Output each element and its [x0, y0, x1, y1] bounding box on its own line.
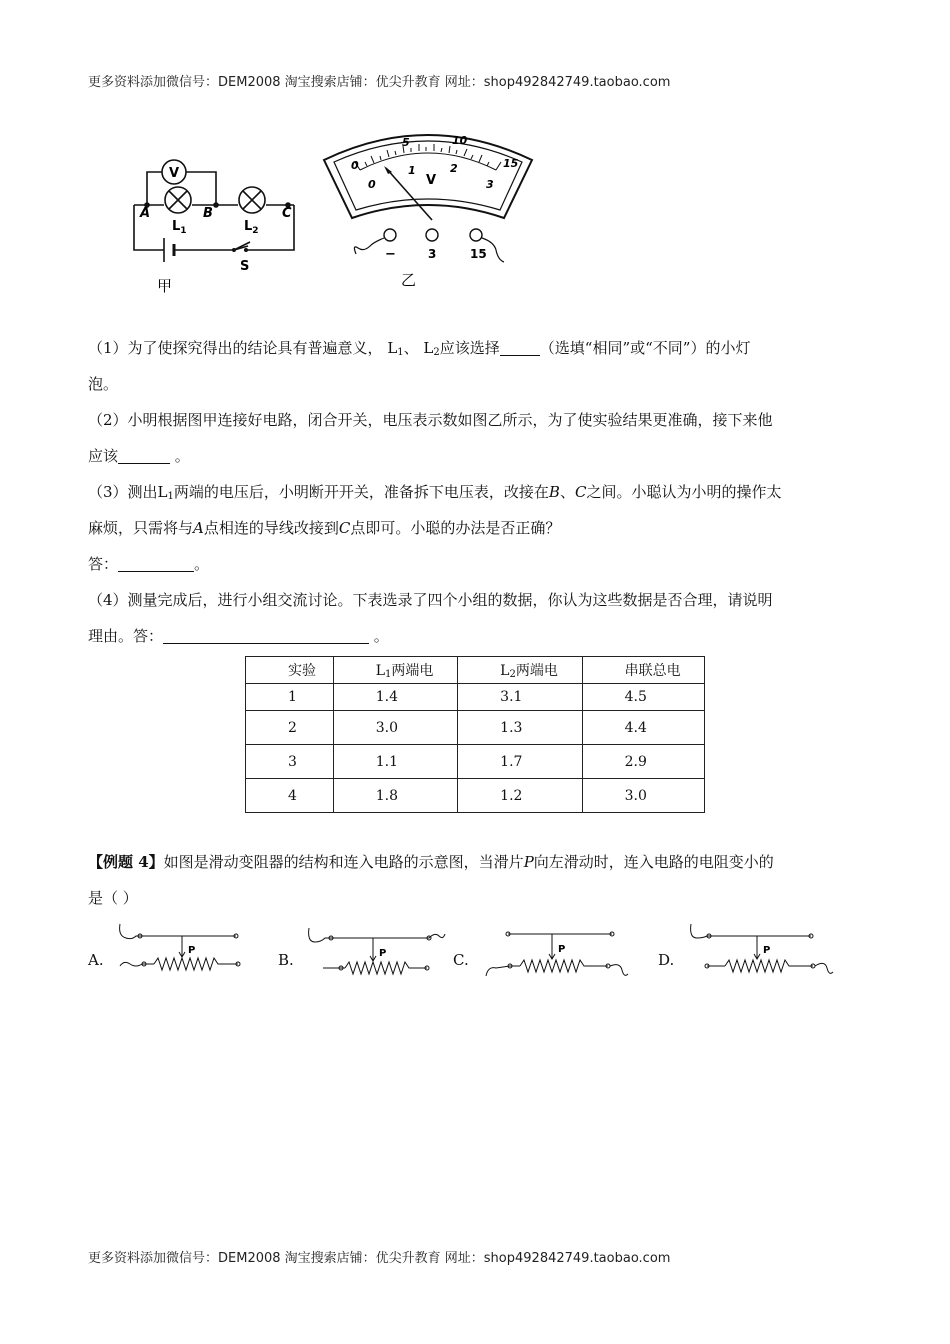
option-c-label[interactable]: C.	[453, 951, 469, 969]
answer-blank-1[interactable]	[500, 341, 540, 356]
outer-tick-0: 0	[351, 159, 359, 172]
node-a-label: A	[140, 206, 151, 221]
voltmeter-dial-yi	[318, 122, 538, 292]
header-cell: $L_1$两端电	[333, 657, 457, 684]
outer-tick-10: 10	[452, 134, 468, 147]
outer-tick-15: 15	[503, 157, 519, 170]
voltmeter-unit: V	[426, 173, 437, 188]
figure-jia-caption: 甲	[157, 277, 173, 295]
inner-tick-2: 2	[450, 162, 458, 175]
header-cell: 串联总电	[582, 657, 704, 684]
page-header: 更多资料添加微信号：DEM2008 淘宝搜索店铺：优尖升教育 网址：shop492842749.taobao.com	[88, 75, 671, 90]
table-row: 4 1.8 1.2 3.0	[246, 779, 705, 813]
example-4-line-1: 【例题 4】如图是滑动变阻器的结构和连入电路的示意图，当滑片P向左滑动时，连入电路的电阻变小的	[88, 853, 774, 871]
svg-text:P: P	[763, 945, 771, 956]
answer-blank-2[interactable]	[118, 449, 170, 464]
rheostat-option-b[interactable]	[303, 920, 449, 982]
svg-text:P: P	[379, 948, 387, 959]
table-header-row	[246, 657, 705, 684]
lamp2-label: $L_2$	[244, 219, 259, 236]
question-1-line-1: （1）为了使探究得出的结论具有普遍意义， $L_1$、 $L_2$应该选择 （选填“相同”或“不同”）的小灯	[88, 339, 751, 358]
option-d-label[interactable]: D.	[658, 951, 675, 969]
rheostat-option-a[interactable]	[112, 920, 252, 982]
data-table	[245, 656, 705, 813]
inner-tick-0: 0	[368, 178, 376, 191]
question-4-line-1: （4）测量完成后，进行小组交流讨论。下表选录了四个小组的数据，你认为这些数据是否合理，请说明	[88, 591, 773, 609]
outer-tick-5: 5	[402, 136, 410, 149]
question-2-line-2: 应该 。	[88, 447, 190, 465]
answer-blank-4[interactable]	[163, 629, 369, 644]
switch-label: S	[240, 259, 250, 274]
svg-text:P: P	[558, 944, 566, 955]
option-a-label[interactable]: A.	[88, 951, 104, 969]
rheostat-option-c[interactable]	[480, 920, 630, 982]
inner-tick-3: 3	[486, 178, 494, 191]
svg-text:P: P	[188, 945, 196, 956]
node-b-label: B	[203, 206, 213, 221]
table-row: 1 1.4 3.1 4.5	[246, 684, 705, 711]
lamp1-label: $L_1$	[172, 219, 187, 236]
inner-tick-1: 1	[408, 164, 416, 177]
option-b-label[interactable]: B.	[278, 951, 294, 969]
header-cell: $L_2$两端电	[458, 657, 582, 684]
example-4-line-2: 是（ ）	[88, 889, 138, 907]
rheostat-option-d[interactable]	[685, 920, 837, 982]
voltmeter-label: V	[169, 166, 180, 181]
figure-yi-caption: 乙	[401, 271, 417, 289]
terminal-3: 3	[428, 247, 437, 261]
question-3-line-1: （3）测出$L_1$两端的电压后，小明断开开关，准备拆下电压表，改接在B、C之间。小聪认为小明的操作太	[88, 483, 782, 502]
question-1-line-2: 泡。	[88, 375, 119, 393]
page-footer: 更多资料添加微信号：DEM2008 淘宝搜索店铺：优尖升教育 网址：shop492842749.taobao.com	[88, 1251, 671, 1266]
answer-blank-3[interactable]	[118, 557, 194, 572]
terminal-15: 15	[470, 247, 487, 261]
terminal-negative: −	[385, 247, 396, 262]
circuit-diagram-jia	[120, 150, 310, 300]
question-3-line-2: 麻烦，只需将与A点相连的导线改接到C点即可。小聪的办法是否正确？	[88, 519, 561, 537]
node-c-label: C	[282, 206, 292, 221]
question-2-line-1: （2）小明根据图甲连接好电路，闭合开关，电压表示数如图乙所示，为了使实验结果更准确，接下来他	[88, 411, 773, 429]
header-cell: 实验	[246, 657, 334, 684]
question-4-line-2: 理由。答： 。	[88, 627, 389, 645]
table-row: 3 1.1 1.7 2.9	[246, 745, 705, 779]
question-3-answer: 答： 。	[88, 555, 210, 573]
table-row: 2 3.0 1.3 4.4	[246, 711, 705, 745]
